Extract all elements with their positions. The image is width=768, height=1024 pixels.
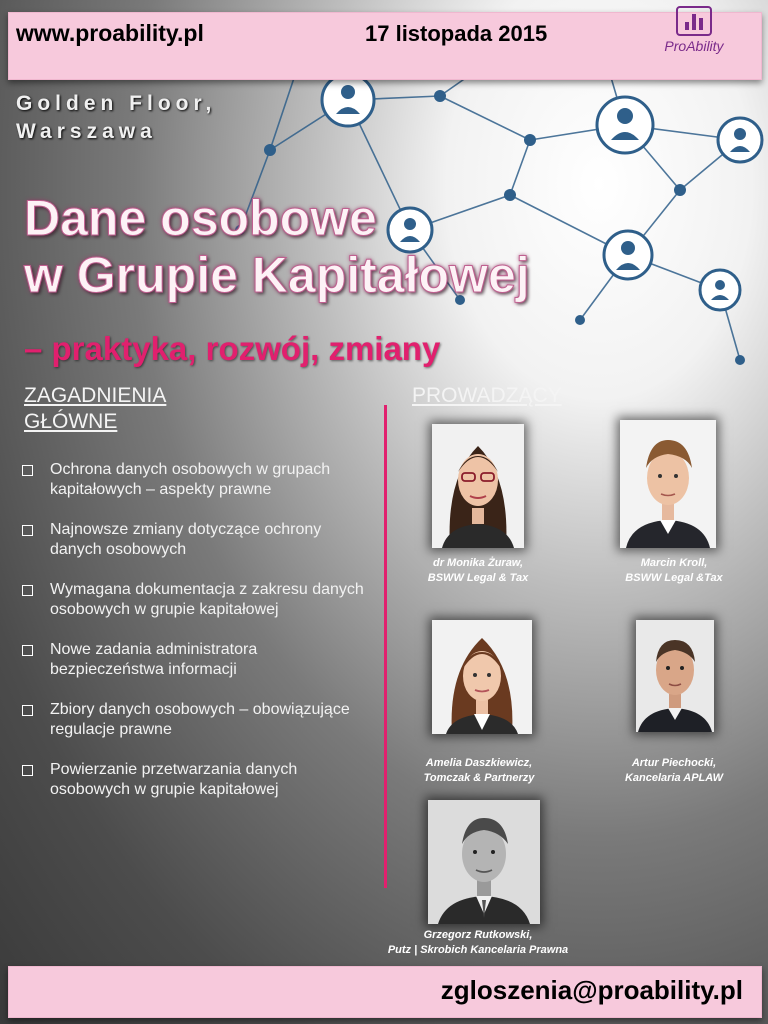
- event-date: 17 listopada 2015: [365, 21, 548, 46]
- list-item: [20, 580, 370, 620]
- speaker-photo: [432, 424, 524, 548]
- checkbox-bullet-icon: [22, 465, 33, 476]
- logo-text: ProAbility: [664, 38, 724, 54]
- speaker-name: Amelia Daszkiewicz,: [425, 757, 533, 769]
- title-line-1: Dane osobowe: [24, 190, 377, 246]
- topics-heading-line-1: ZAGADNIENIA: [24, 384, 167, 407]
- proability-logo: [640, 6, 748, 62]
- speaker-name: Grzegorz Rutkowski,: [423, 929, 533, 941]
- bar-chart-icon: [676, 6, 712, 36]
- topic-text: Ochrona danych osobowych w grupach kapitałowych – aspekty prawne: [50, 461, 331, 498]
- speaker-org: Putz | Skrobich Kancelaria Prawna: [387, 944, 569, 956]
- checkbox-bullet-icon: [22, 645, 33, 656]
- speaker-photo: [620, 420, 716, 548]
- topics-heading-line-2: GŁÓWNE: [24, 410, 118, 433]
- venue-city: Warszawa: [16, 120, 157, 143]
- checkbox-bullet-icon: [22, 585, 33, 596]
- checkbox-bullet-icon: [22, 525, 33, 536]
- list-item: [20, 760, 370, 800]
- venue-name: Golden Floor,: [16, 92, 217, 115]
- speaker-photo: [428, 800, 540, 924]
- topic-text: Powierzanie przetwarzania danych osobowych w grupie kapitałowej: [50, 761, 298, 798]
- speaker-name: Artur Piechocki,: [631, 757, 717, 769]
- speakers-heading: PROWADZĄCY: [412, 384, 562, 407]
- list-item: [20, 520, 370, 560]
- event-title: [24, 190, 530, 304]
- list-item: [20, 640, 370, 680]
- topic-text: Nowe zadania administratora bezpieczeństwa informacji: [50, 641, 258, 678]
- list-item: [20, 460, 370, 500]
- topic-text: Wymagana dokumentacja z zakresu danych osobowych w grupie kapitałowej: [50, 581, 364, 618]
- speaker-org: BSWW Legal & Tax: [427, 572, 529, 584]
- website-link[interactable]: www.proability.pl: [16, 20, 204, 46]
- checkbox-bullet-icon: [22, 705, 33, 716]
- event-subtitle: – praktyka, rozwój, zmiany: [24, 330, 441, 367]
- speaker-photo: [636, 620, 714, 732]
- speaker-caption: [604, 556, 744, 586]
- footer-bar: [8, 966, 762, 1018]
- speaker-name: dr Monika Żuraw,: [432, 557, 524, 569]
- speaker-org: BSWW Legal &Tax: [625, 572, 723, 584]
- speaker-photo: [432, 620, 532, 734]
- topic-text: Najnowsze zmiany dotyczące ochrony danych osobowych: [50, 521, 322, 558]
- speaker-caption: [358, 928, 598, 958]
- title-line-2: w Grupie Kapitałowej: [24, 247, 530, 303]
- registration-email-link[interactable]: zgloszenia@proability.pl: [440, 975, 743, 1005]
- topics-heading: [24, 383, 274, 435]
- speaker-org: Tomczak & Partnerzy: [423, 772, 535, 784]
- speaker-caption: [408, 556, 548, 586]
- speaker-org: Kancelaria APLAW: [624, 772, 723, 784]
- topics-list: [20, 460, 370, 820]
- section-divider: [384, 405, 387, 888]
- speaker-caption: [604, 756, 744, 786]
- list-item: [20, 700, 370, 740]
- speaker-name: Marcin Kroll,: [640, 557, 708, 569]
- checkbox-bullet-icon: [22, 765, 33, 776]
- venue: [16, 90, 216, 146]
- speaker-caption: [404, 756, 554, 786]
- topic-text: Zbiory danych osobowych – obowiązujące regulacje prawne: [50, 701, 350, 738]
